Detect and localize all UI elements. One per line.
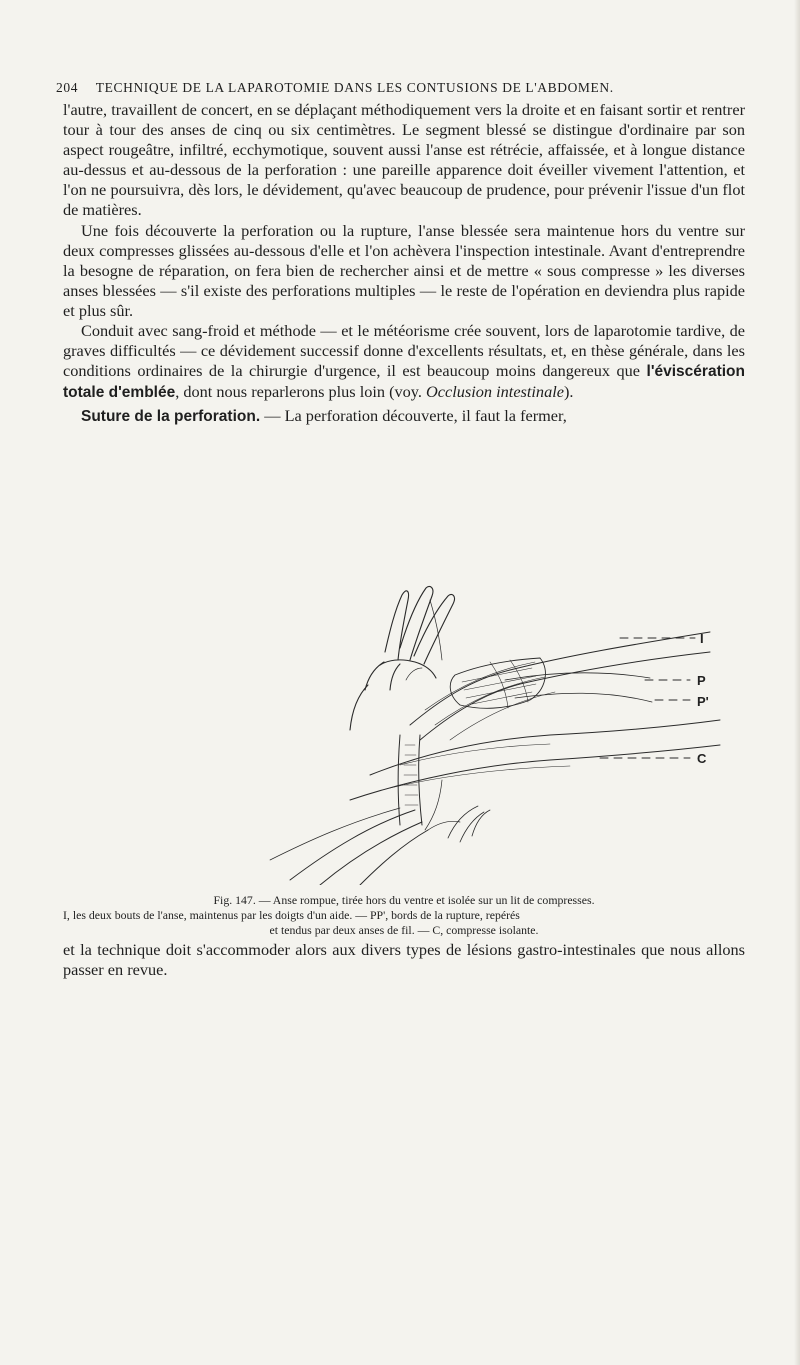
paragraph-4	[63, 406, 745, 427]
paragraph-3-text-a: Conduit avec sang-froid et méthode — et le météorisme crée souvent, lors de laparotomie tardive, de graves difficultés — ce dévidement successif donne d'excellents résultats, et, en thèse générale, dans les conditions ordinaires de la chirurgie d'urgence, il est beaucoup moins dangereux que	[63, 321, 745, 381]
paragraph-2: Une fois découverte la perforation ou la rupture, l'anse blessée sera maintenue hors du ventre sur deux compresses glissées au-dessous d'elle et l'on achèvera l'inspection intestinale. Avant d'entreprendre la besogne de réparation, on fera bien de rechercher ainsi et de mettre « sous compresse » les diverses anses blessées — s'il existe des perforations multiples — le reste de l'opération en deviendra plus rapide et plus sûr.	[63, 220, 745, 320]
closing-paragraph: et la technique doit s'accommoder alors aux divers types de lésions gastro-intestinales que nous allons passer en revue.	[63, 940, 745, 980]
paragraph-4-text: — La perforation découverte, il faut la fermer,	[260, 406, 567, 426]
body-text	[63, 100, 745, 428]
rupture-region	[450, 658, 545, 708]
figure-caption	[63, 893, 745, 938]
loop-upper	[410, 632, 710, 740]
caption-line-1: Fig. 147. — Anse rompue, tirée hors du ventre et isolée sur un lit de compresses.	[213, 893, 595, 907]
paragraph-3-bold-term: l'éviscération totale d'emblée	[63, 363, 745, 402]
intestinal-loop-illustration	[250, 560, 730, 885]
paragraph-3-text-b: , dont nous reparlerons plus loin (voy.	[175, 382, 422, 402]
fig-label-c: C	[697, 751, 707, 766]
fig-label-i: I	[700, 631, 704, 646]
assistant-fingers	[350, 586, 454, 730]
running-header	[56, 80, 746, 96]
compress-fan	[270, 780, 460, 885]
paragraph-3	[63, 321, 745, 403]
section-heading: Suture de la perforation.	[81, 408, 261, 426]
repair-threads	[448, 673, 652, 842]
paragraph-1: l'autre, travaillent de concert, en se déplaçant méthodiquement vers la droite et en faisant sortir et rentrer tour à tour des anses de cinq ou six centimètres. Le segment blessé se distingue d'ordinaire par son aspect rougeâtre, infiltré, ecchymotique, souvent aussi l'anse est rétrécie, affaissée, et à longue distance au-dessus et au-dessous de la perforation : une pareille apparence doit éveiller vivement l'attention, et l'on ne poursuivra, dès lors, le dévidement, qu'avec beaucoup de prudence, pour prévenir l'issue d'un flot de matières.	[63, 100, 745, 220]
figure-147	[250, 560, 730, 885]
page-edge-shadow	[794, 0, 800, 1365]
caption-line-2: I, les deux bouts de l'anse, maintenus par les doigts d'un aide. — PP', bords de la rupture, repérés	[63, 908, 520, 922]
page-number: 204	[56, 80, 79, 95]
caption-line-3: et tendus par deux anses de fil. — C, compresse isolante.	[269, 923, 539, 937]
loop-lower	[350, 720, 720, 800]
paragraph-3-italic-ref: Occlusion intestinale	[426, 382, 564, 402]
running-title: TECHNIQUE DE LA LAPAROTOMIE DANS LES CONTUSIONS DE L'ABDOMEN.	[95, 80, 614, 95]
closing-text	[63, 940, 745, 980]
fig-label-p-prime: P'	[697, 694, 709, 709]
paragraph-3-text-c: ).	[563, 382, 574, 402]
fig-label-p: P	[697, 673, 706, 688]
